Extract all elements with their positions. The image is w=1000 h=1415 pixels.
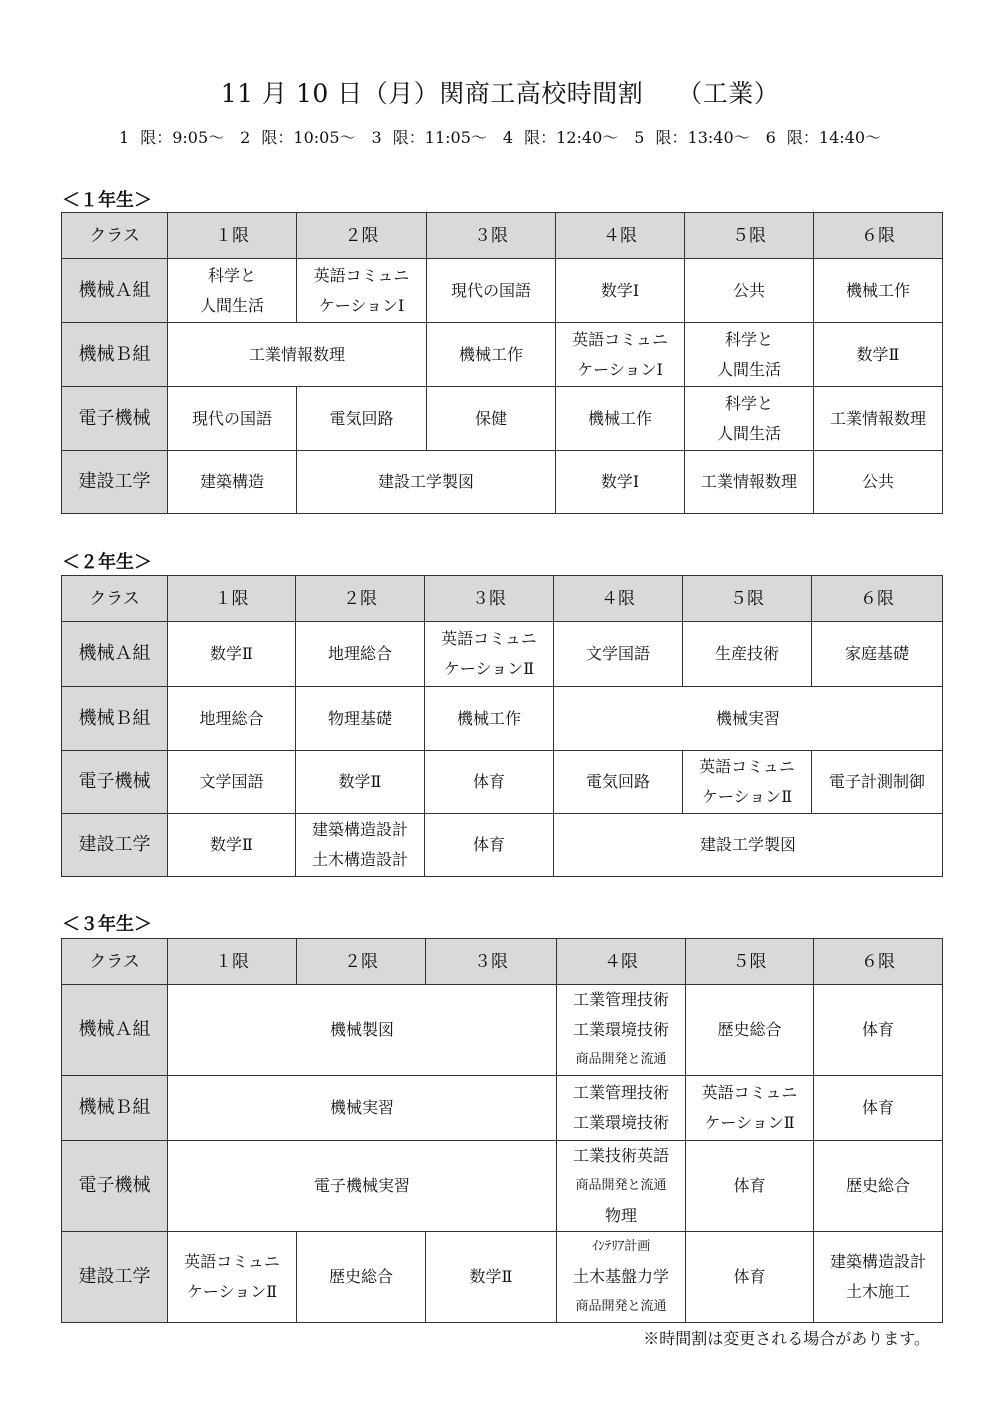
lesson-cell: 地理総合 bbox=[296, 622, 425, 687]
header-p4: ４限 bbox=[554, 576, 683, 622]
lesson-cell: 家庭基礎 bbox=[812, 622, 943, 687]
lesson-cell: 公共 bbox=[814, 451, 943, 514]
table-row bbox=[62, 323, 943, 387]
header-p6: ６限 bbox=[814, 213, 943, 259]
table-row bbox=[62, 1076, 943, 1141]
lesson-cell: 科学と 人間生活 bbox=[685, 323, 814, 387]
lesson-cell: 歴史総合 bbox=[814, 1141, 943, 1232]
lesson-cell: 歴史総合 bbox=[686, 985, 814, 1076]
lesson-cell: 文学国語 bbox=[168, 751, 296, 814]
lesson-cell: 機械工作 bbox=[427, 323, 556, 387]
lesson-cell: 体育 bbox=[814, 985, 943, 1076]
table-row bbox=[62, 687, 943, 751]
lesson-cell: 数学Ⅰ bbox=[556, 259, 685, 323]
lesson-cell: 機械製図 bbox=[168, 985, 557, 1076]
header-p3: ３限 bbox=[427, 213, 556, 259]
lesson-cell: 建築構造設計 土木施工 bbox=[814, 1232, 943, 1323]
lesson-cell: 体育 bbox=[686, 1141, 814, 1232]
lesson-cell: 工業情報数理 bbox=[685, 451, 814, 514]
lesson-cell: 電気回路 bbox=[297, 387, 427, 451]
lesson-cell: 科学と 人間生活 bbox=[168, 259, 297, 323]
table-row bbox=[62, 1141, 943, 1232]
table-row bbox=[62, 259, 943, 323]
class-name: 機械Ａ組 bbox=[62, 259, 168, 323]
lesson-cell: 建築構造 bbox=[168, 451, 297, 514]
header-p3: ３限 bbox=[426, 939, 557, 985]
lesson-cell: ｲﾝﾃﾘｱ計画 土木基盤力学 商品開発と流通 bbox=[557, 1232, 686, 1323]
class-name: 機械Ａ組 bbox=[62, 985, 168, 1076]
lesson-cell: 数学Ⅰ bbox=[556, 451, 685, 514]
lesson-cell: 数学Ⅱ bbox=[814, 323, 943, 387]
header-p1: １限 bbox=[168, 213, 297, 259]
change-notice: ※時間割は変更される場合があります。 bbox=[643, 1329, 930, 1348]
grade1-label: ＜１年生＞ bbox=[62, 190, 152, 211]
lesson-cell: 英語コミュニ ケーションⅡ bbox=[168, 1232, 297, 1323]
header-class: クラス bbox=[62, 576, 168, 622]
header-p5: ５限 bbox=[686, 939, 814, 985]
lesson-cell: 工業情報数理 bbox=[168, 323, 427, 387]
lesson-cell: 建設工学製図 bbox=[297, 451, 556, 514]
header-p2: ２限 bbox=[297, 213, 427, 259]
header-row bbox=[62, 576, 943, 622]
table-row bbox=[62, 985, 943, 1076]
lesson-cell: 工業管理技術 工業環境技術 商品開発と流通 bbox=[557, 985, 686, 1076]
table-row bbox=[62, 814, 943, 877]
grade3-timetable bbox=[61, 938, 943, 1323]
lesson-cell: 工業情報数理 bbox=[814, 387, 943, 451]
lesson-cell: 地理総合 bbox=[168, 687, 296, 751]
header-p1: １限 bbox=[168, 939, 297, 985]
table-row bbox=[62, 622, 943, 687]
header-p1: １限 bbox=[168, 576, 296, 622]
class-name: 電子機械 bbox=[62, 1141, 168, 1232]
lesson-cell: 英語コミュニ ケーションⅡ bbox=[683, 751, 812, 814]
class-name: 建設工学 bbox=[62, 451, 168, 514]
lesson-cell: 工業技術英語 商品開発と流通 物理 bbox=[557, 1141, 686, 1232]
lesson-cell: 体育 bbox=[686, 1232, 814, 1323]
class-name: 機械Ｂ組 bbox=[62, 687, 168, 751]
lesson-cell: 数学Ⅱ bbox=[426, 1232, 557, 1323]
header-p2: ２限 bbox=[296, 576, 425, 622]
class-name: 建設工学 bbox=[62, 814, 168, 877]
lesson-cell: 英語コミュニ ケーションⅠ bbox=[297, 259, 427, 323]
lesson-cell: 工業管理技術 工業環境技術 bbox=[557, 1076, 686, 1141]
table-row bbox=[62, 387, 943, 451]
header-row bbox=[62, 939, 943, 985]
grade2-label: ＜２年生＞ bbox=[62, 552, 152, 573]
lesson-cell: 現代の国語 bbox=[427, 259, 556, 323]
header-p4: ４限 bbox=[556, 213, 685, 259]
lesson-cell: 電気回路 bbox=[554, 751, 683, 814]
class-name: 機械Ａ組 bbox=[62, 622, 168, 687]
lesson-cell: 保健 bbox=[427, 387, 556, 451]
page-title: 11 月 10 日（月）関商工高校時間割 （工業） bbox=[220, 79, 780, 108]
grade3-label: ＜３年生＞ bbox=[62, 914, 152, 935]
header-class: クラス bbox=[62, 213, 168, 259]
lesson-cell: 機械工作 bbox=[814, 259, 943, 323]
lesson-cell: 数学Ⅱ bbox=[168, 814, 296, 877]
header-p5: ５限 bbox=[685, 213, 814, 259]
header-row bbox=[62, 213, 943, 259]
period-times: 1 限：9:05～ 2 限：10:05～ 3 限：11:05～ 4 限：12:40～ 5 限：13:40～ 6 限：14:40～ bbox=[118, 128, 882, 147]
header-p6: ６限 bbox=[814, 939, 943, 985]
lesson-cell: 機械実習 bbox=[554, 687, 943, 751]
lesson-cell: 建設工学製図 bbox=[554, 814, 943, 877]
lesson-cell: 英語コミュニ ケーションⅡ bbox=[686, 1076, 814, 1141]
header-p2: ２限 bbox=[297, 939, 426, 985]
lesson-cell: 現代の国語 bbox=[168, 387, 297, 451]
class-name: 建設工学 bbox=[62, 1232, 168, 1323]
lesson-cell: 公共 bbox=[685, 259, 814, 323]
table-row bbox=[62, 1232, 943, 1323]
grade2-timetable bbox=[61, 575, 943, 877]
header-p5: ５限 bbox=[683, 576, 812, 622]
lesson-cell: 文学国語 bbox=[554, 622, 683, 687]
header-p3: ３限 bbox=[425, 576, 554, 622]
lesson-cell: 歴史総合 bbox=[297, 1232, 426, 1323]
lesson-cell: 電子計測制御 bbox=[812, 751, 943, 814]
lesson-cell: 物理基礎 bbox=[296, 687, 425, 751]
header-p6: ６限 bbox=[812, 576, 943, 622]
class-name: 電子機械 bbox=[62, 387, 168, 451]
header-class: クラス bbox=[62, 939, 168, 985]
lesson-cell: 建築構造設計 土木構造設計 bbox=[296, 814, 425, 877]
lesson-cell: 英語コミュニ ケーションⅡ bbox=[425, 622, 554, 687]
table-row bbox=[62, 451, 943, 514]
lesson-cell: 科学と 人間生活 bbox=[685, 387, 814, 451]
lesson-cell: 機械工作 bbox=[556, 387, 685, 451]
class-name: 機械Ｂ組 bbox=[62, 1076, 168, 1141]
lesson-cell: 英語コミュニ ケーションⅠ bbox=[556, 323, 685, 387]
header-p4: ４限 bbox=[557, 939, 686, 985]
class-name: 電子機械 bbox=[62, 751, 168, 814]
lesson-cell: 体育 bbox=[425, 814, 554, 877]
grade1-timetable bbox=[61, 212, 943, 514]
lesson-cell: 生産技術 bbox=[683, 622, 812, 687]
table-row bbox=[62, 751, 943, 814]
lesson-cell: 数学Ⅱ bbox=[168, 622, 296, 687]
lesson-cell: 機械工作 bbox=[425, 687, 554, 751]
lesson-cell: 体育 bbox=[814, 1076, 943, 1141]
lesson-cell: 数学Ⅱ bbox=[296, 751, 425, 814]
lesson-cell: 機械実習 bbox=[168, 1076, 557, 1141]
lesson-cell: 体育 bbox=[425, 751, 554, 814]
lesson-cell: 電子機械実習 bbox=[168, 1141, 557, 1232]
class-name: 機械Ｂ組 bbox=[62, 323, 168, 387]
